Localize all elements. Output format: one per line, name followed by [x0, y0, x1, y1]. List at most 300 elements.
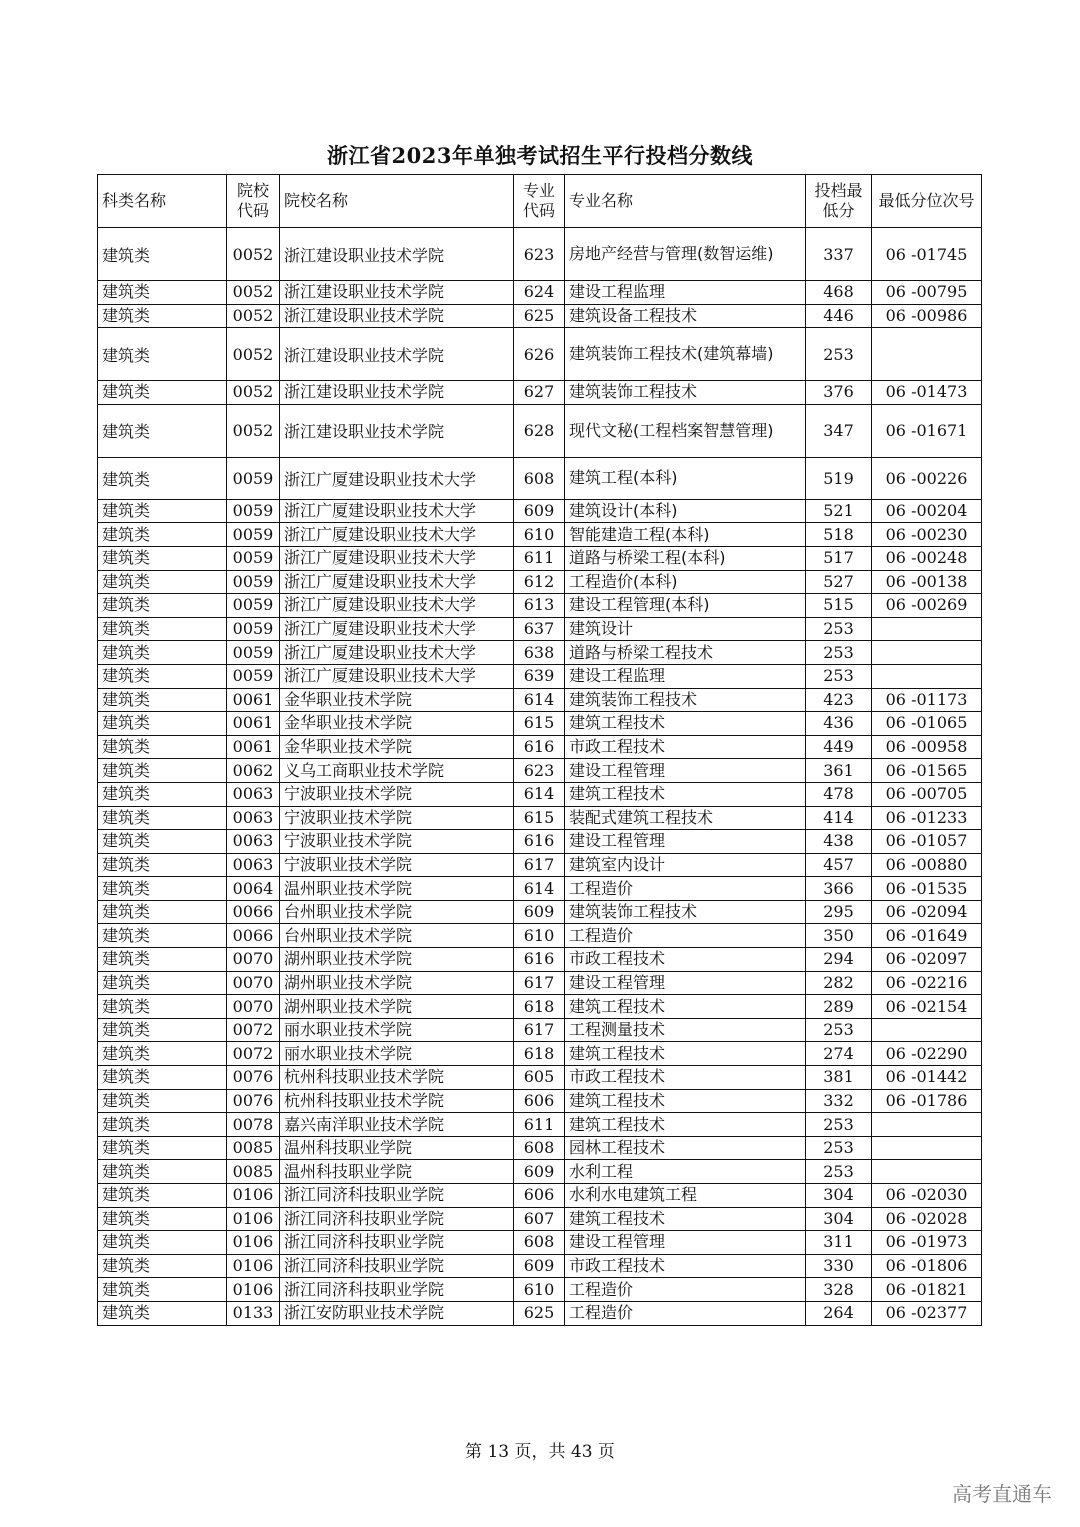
cell-rank: 06 -01786	[872, 1089, 982, 1113]
cell-rank: 06 -01973	[872, 1231, 982, 1255]
header-min-score: 投档最低分	[806, 175, 872, 228]
header-rank: 最低分位次号	[872, 175, 982, 228]
cell-min-score: 521	[806, 499, 872, 523]
cell-school-name: 温州职业技术学院	[280, 877, 514, 901]
table-row	[98, 281, 982, 305]
cell-category: 建筑类	[98, 1207, 227, 1231]
cell-category: 建筑类	[98, 641, 227, 665]
cell-min-score: 517	[806, 546, 872, 570]
cell-rank: 06 -01649	[872, 924, 982, 948]
cell-major-code: 614	[514, 782, 565, 806]
cell-min-score: 438	[806, 830, 872, 854]
cell-school-name: 台州职业技术学院	[280, 900, 514, 924]
cell-min-score: 304	[806, 1184, 872, 1208]
cell-major-code: 627	[514, 381, 565, 405]
cell-major-code: 610	[514, 924, 565, 948]
cell-min-score: 274	[806, 1042, 872, 1066]
cell-category: 建筑类	[98, 995, 227, 1019]
cell-major-name: 建设工程管理	[565, 971, 806, 995]
cell-major-code: 617	[514, 853, 565, 877]
cell-category: 建筑类	[98, 924, 227, 948]
cell-major-code: 613	[514, 594, 565, 618]
cell-major-code: 626	[514, 328, 565, 381]
cell-category: 建筑类	[98, 1278, 227, 1302]
cell-min-score: 253	[806, 664, 872, 688]
cell-min-score: 515	[806, 594, 872, 618]
cell-major-code: 610	[514, 523, 565, 547]
cell-min-score: 304	[806, 1207, 872, 1231]
cell-school-name: 湖州职业技术学院	[280, 995, 514, 1019]
cell-school-code: 0063	[227, 806, 280, 830]
cell-school-code: 0085	[227, 1160, 280, 1184]
cell-major-code: 614	[514, 877, 565, 901]
cell-rank: 06 -02216	[872, 971, 982, 995]
cell-major-name: 装配式建筑工程技术	[565, 806, 806, 830]
table-row	[98, 853, 982, 877]
cell-category: 建筑类	[98, 688, 227, 712]
cell-rank: 06 -00986	[872, 304, 982, 328]
cell-rank: 06 -01821	[872, 1278, 982, 1302]
cell-school-code: 0085	[227, 1136, 280, 1160]
cell-rank: 06 -00269	[872, 594, 982, 618]
table-row	[98, 523, 982, 547]
cell-rank	[872, 1018, 982, 1042]
cell-min-score: 468	[806, 281, 872, 305]
cell-major-code: 609	[514, 499, 565, 523]
table-row	[98, 877, 982, 901]
cell-school-code: 0106	[227, 1231, 280, 1255]
page-number: 第 13 页，共 43 页	[465, 1442, 615, 1462]
cell-category: 建筑类	[98, 228, 227, 281]
cell-major-code: 623	[514, 759, 565, 783]
cell-major-name: 道路与桥梁工程技术	[565, 641, 806, 665]
cell-school-name: 浙江广厦建设职业技术大学	[280, 523, 514, 547]
cell-school-code: 0072	[227, 1042, 280, 1066]
cell-school-code: 0106	[227, 1278, 280, 1302]
cell-major-name: 建设工程监理	[565, 281, 806, 305]
table-row	[98, 806, 982, 830]
cell-category: 建筑类	[98, 304, 227, 328]
cell-school-code: 0052	[227, 381, 280, 405]
cell-major-code: 608	[514, 457, 565, 499]
cell-major-code: 609	[514, 1254, 565, 1278]
cell-school-code: 0133	[227, 1301, 280, 1325]
table-row	[98, 1042, 982, 1066]
cell-major-name: 智能建造工程(本科)	[565, 523, 806, 547]
cell-major-code: 616	[514, 830, 565, 854]
cell-min-score: 311	[806, 1231, 872, 1255]
cell-school-name: 浙江建设职业技术学院	[280, 381, 514, 405]
table-row	[98, 688, 982, 712]
cell-school-name: 浙江同济科技职业学院	[280, 1231, 514, 1255]
cell-school-name: 丽水职业技术学院	[280, 1042, 514, 1066]
header-category: 科类名称	[98, 175, 227, 228]
cell-category: 建筑类	[98, 971, 227, 995]
cell-school-name: 义乌工商职业技术学院	[280, 759, 514, 783]
cell-school-name: 浙江建设职业技术学院	[280, 304, 514, 328]
cell-min-score: 376	[806, 381, 872, 405]
cell-school-code: 0059	[227, 617, 280, 641]
cell-major-name: 建筑工程技术	[565, 1207, 806, 1231]
cell-category: 建筑类	[98, 759, 227, 783]
cell-school-code: 0059	[227, 570, 280, 594]
table-row	[98, 1278, 982, 1302]
cell-category: 建筑类	[98, 782, 227, 806]
table-row	[98, 900, 982, 924]
cell-rank: 06 -00880	[872, 853, 982, 877]
table-row	[98, 381, 982, 405]
cell-major-name: 房地产经营与管理(数智运维)	[565, 228, 806, 281]
cell-major-code: 618	[514, 995, 565, 1019]
table-row	[98, 712, 982, 736]
table-row	[98, 641, 982, 665]
cell-major-name: 建筑设计(本科)	[565, 499, 806, 523]
table-row	[98, 1231, 982, 1255]
cell-school-code: 0072	[227, 1018, 280, 1042]
cell-min-score: 350	[806, 924, 872, 948]
table-row	[98, 404, 982, 457]
cell-category: 建筑类	[98, 1301, 227, 1325]
cell-major-name: 工程造价	[565, 1278, 806, 1302]
table-header-row	[98, 175, 982, 228]
cell-major-code: 605	[514, 1066, 565, 1090]
cell-school-code: 0106	[227, 1184, 280, 1208]
cell-school-name: 湖州职业技术学院	[280, 971, 514, 995]
cell-major-name: 市政工程技术	[565, 948, 806, 972]
cell-school-code: 0059	[227, 641, 280, 665]
cell-school-code: 0076	[227, 1066, 280, 1090]
table-row	[98, 1066, 982, 1090]
cell-category: 建筑类	[98, 1184, 227, 1208]
cell-rank: 06 -01065	[872, 712, 982, 736]
cell-major-name: 建筑工程技术	[565, 995, 806, 1019]
table-row	[98, 664, 982, 688]
table-row	[98, 304, 982, 328]
cell-min-score: 264	[806, 1301, 872, 1325]
table-body	[98, 228, 982, 1326]
cell-rank: 06 -00138	[872, 570, 982, 594]
cell-major-name: 建筑装饰工程技术	[565, 688, 806, 712]
cell-school-code: 0106	[227, 1207, 280, 1231]
cell-rank: 06 -00204	[872, 499, 982, 523]
cell-school-code: 0063	[227, 782, 280, 806]
cell-school-name: 金华职业技术学院	[280, 688, 514, 712]
cell-min-score: 414	[806, 806, 872, 830]
cell-min-score: 361	[806, 759, 872, 783]
cell-min-score: 381	[806, 1066, 872, 1090]
table-row	[98, 228, 982, 281]
score-table	[97, 174, 982, 1326]
cell-major-name: 建设工程管理	[565, 1231, 806, 1255]
cell-category: 建筑类	[98, 594, 227, 618]
cell-school-code: 0061	[227, 712, 280, 736]
cell-school-name: 宁波职业技术学院	[280, 806, 514, 830]
cell-rank: 06 -02094	[872, 900, 982, 924]
cell-rank: 06 -01442	[872, 1066, 982, 1090]
cell-category: 建筑类	[98, 570, 227, 594]
table-row	[98, 948, 982, 972]
cell-major-code: 623	[514, 228, 565, 281]
cell-major-code: 608	[514, 1231, 565, 1255]
table-row	[98, 328, 982, 381]
cell-school-name: 金华职业技术学院	[280, 712, 514, 736]
cell-school-name: 浙江同济科技职业学院	[280, 1184, 514, 1208]
cell-school-code: 0070	[227, 995, 280, 1019]
cell-min-score: 478	[806, 782, 872, 806]
cell-min-score: 328	[806, 1278, 872, 1302]
table-row	[98, 1160, 982, 1184]
cell-major-name: 建筑设计	[565, 617, 806, 641]
cell-major-code: 611	[514, 1113, 565, 1137]
cell-major-code: 625	[514, 304, 565, 328]
document-title: 浙江省2023年单独考试招生平行投档分数线	[327, 143, 753, 168]
cell-min-score: 289	[806, 995, 872, 1019]
cell-major-name: 建筑室内设计	[565, 853, 806, 877]
cell-major-code: 615	[514, 712, 565, 736]
cell-category: 建筑类	[98, 877, 227, 901]
cell-min-score: 253	[806, 641, 872, 665]
cell-rank: 06 -01806	[872, 1254, 982, 1278]
cell-min-score: 423	[806, 688, 872, 712]
cell-school-code: 0062	[227, 759, 280, 783]
cell-rank: 06 -02154	[872, 995, 982, 1019]
cell-category: 建筑类	[98, 457, 227, 499]
cell-rank	[872, 641, 982, 665]
cell-min-score: 253	[806, 1018, 872, 1042]
cell-major-name: 市政工程技术	[565, 735, 806, 759]
cell-min-score: 449	[806, 735, 872, 759]
cell-min-score: 347	[806, 404, 872, 457]
cell-major-code: 607	[514, 1207, 565, 1231]
cell-major-name: 工程造价	[565, 924, 806, 948]
cell-major-name: 园林工程技术	[565, 1136, 806, 1160]
cell-school-name: 浙江同济科技职业学院	[280, 1278, 514, 1302]
cell-major-code: 639	[514, 664, 565, 688]
header-school-code: 院校代码	[227, 175, 280, 228]
cell-rank: 06 -01057	[872, 830, 982, 854]
cell-rank: 06 -02028	[872, 1207, 982, 1231]
cell-min-score: 253	[806, 328, 872, 381]
cell-school-code: 0061	[227, 688, 280, 712]
table-row	[98, 971, 982, 995]
cell-school-name: 丽水职业技术学院	[280, 1018, 514, 1042]
cell-min-score: 337	[806, 228, 872, 281]
cell-school-name: 浙江安防职业技术学院	[280, 1301, 514, 1325]
cell-major-name: 建设工程管理	[565, 759, 806, 783]
cell-major-name: 市政工程技术	[565, 1066, 806, 1090]
cell-rank	[872, 1136, 982, 1160]
cell-min-score: 253	[806, 1113, 872, 1137]
cell-major-code: 616	[514, 948, 565, 972]
cell-major-name: 建筑装饰工程技术	[565, 900, 806, 924]
cell-major-name: 建筑工程(本科)	[565, 457, 806, 499]
cell-min-score: 253	[806, 1136, 872, 1160]
cell-min-score: 446	[806, 304, 872, 328]
cell-category: 建筑类	[98, 328, 227, 381]
cell-school-name: 嘉兴南洋职业技术学院	[280, 1113, 514, 1137]
cell-category: 建筑类	[98, 900, 227, 924]
cell-school-code: 0070	[227, 948, 280, 972]
cell-category: 建筑类	[98, 1066, 227, 1090]
table-row	[98, 924, 982, 948]
cell-min-score: 253	[806, 1160, 872, 1184]
cell-category: 建筑类	[98, 664, 227, 688]
cell-min-score: 366	[806, 877, 872, 901]
cell-rank: 06 -01473	[872, 381, 982, 405]
cell-major-name: 工程造价(本科)	[565, 570, 806, 594]
cell-major-name: 建筑工程技术	[565, 1089, 806, 1113]
cell-school-code: 0052	[227, 228, 280, 281]
cell-major-code: 608	[514, 1136, 565, 1160]
cell-rank	[872, 328, 982, 381]
cell-school-name: 温州科技职业学院	[280, 1160, 514, 1184]
cell-min-score: 436	[806, 712, 872, 736]
cell-category: 建筑类	[98, 1042, 227, 1066]
table-row	[98, 570, 982, 594]
table-row	[98, 1207, 982, 1231]
cell-school-code: 0078	[227, 1113, 280, 1137]
cell-major-code: 615	[514, 806, 565, 830]
table-row	[98, 617, 982, 641]
cell-school-name: 浙江建设职业技术学院	[280, 404, 514, 457]
cell-school-code: 0063	[227, 830, 280, 854]
cell-school-name: 杭州科技职业技术学院	[280, 1089, 514, 1113]
cell-school-name: 宁波职业技术学院	[280, 830, 514, 854]
cell-major-code: 609	[514, 1160, 565, 1184]
cell-major-name: 道路与桥梁工程(本科)	[565, 546, 806, 570]
cell-rank: 06 -02377	[872, 1301, 982, 1325]
cell-school-code: 0052	[227, 328, 280, 381]
cell-min-score: 295	[806, 900, 872, 924]
cell-major-name: 建筑工程技术	[565, 712, 806, 736]
cell-category: 建筑类	[98, 1231, 227, 1255]
cell-rank	[872, 1160, 982, 1184]
cell-school-name: 浙江广厦建设职业技术大学	[280, 594, 514, 618]
cell-major-name: 建筑设备工程技术	[565, 304, 806, 328]
cell-school-name: 宁波职业技术学院	[280, 782, 514, 806]
cell-category: 建筑类	[98, 853, 227, 877]
cell-rank: 06 -02030	[872, 1184, 982, 1208]
cell-category: 建筑类	[98, 1113, 227, 1137]
cell-rank: 06 -00958	[872, 735, 982, 759]
watermark: 高考直通车	[952, 1482, 1052, 1506]
cell-school-code: 0070	[227, 971, 280, 995]
cell-rank	[872, 1113, 982, 1137]
table-row	[98, 1089, 982, 1113]
cell-school-code: 0059	[227, 546, 280, 570]
cell-school-name: 浙江广厦建设职业技术大学	[280, 641, 514, 665]
cell-school-code: 0059	[227, 457, 280, 499]
cell-school-name: 宁波职业技术学院	[280, 853, 514, 877]
cell-school-name: 浙江广厦建设职业技术大学	[280, 617, 514, 641]
cell-category: 建筑类	[98, 1089, 227, 1113]
cell-school-name: 杭州科技职业技术学院	[280, 1066, 514, 1090]
header-major-name: 专业名称	[565, 175, 806, 228]
cell-category: 建筑类	[98, 546, 227, 570]
cell-school-name: 浙江建设职业技术学院	[280, 228, 514, 281]
cell-school-name: 金华职业技术学院	[280, 735, 514, 759]
cell-school-name: 浙江广厦建设职业技术大学	[280, 664, 514, 688]
cell-major-name: 建筑工程技术	[565, 1042, 806, 1066]
cell-school-name: 浙江同济科技职业学院	[280, 1254, 514, 1278]
cell-school-code: 0052	[227, 281, 280, 305]
table-row	[98, 457, 982, 499]
cell-category: 建筑类	[98, 523, 227, 547]
cell-major-name: 工程造价	[565, 877, 806, 901]
table-row	[98, 1136, 982, 1160]
cell-school-code: 0066	[227, 924, 280, 948]
cell-rank: 06 -01565	[872, 759, 982, 783]
cell-school-name: 湖州职业技术学院	[280, 948, 514, 972]
cell-major-name: 工程测量技术	[565, 1018, 806, 1042]
table-row	[98, 1301, 982, 1325]
cell-school-code: 0059	[227, 499, 280, 523]
cell-major-name: 水利工程	[565, 1160, 806, 1184]
cell-major-name: 建筑工程技术	[565, 1113, 806, 1137]
table-row	[98, 1113, 982, 1137]
cell-min-score: 457	[806, 853, 872, 877]
cell-category: 建筑类	[98, 281, 227, 305]
table-row	[98, 546, 982, 570]
cell-school-name: 浙江建设职业技术学院	[280, 328, 514, 381]
table-row	[98, 1254, 982, 1278]
cell-major-name: 建设工程管理	[565, 830, 806, 854]
cell-major-code: 618	[514, 1042, 565, 1066]
cell-school-name: 浙江广厦建设职业技术大学	[280, 499, 514, 523]
cell-major-code: 606	[514, 1089, 565, 1113]
cell-category: 建筑类	[98, 830, 227, 854]
cell-school-code: 0076	[227, 1089, 280, 1113]
cell-major-name: 市政工程技术	[565, 1254, 806, 1278]
cell-school-name: 浙江广厦建设职业技术大学	[280, 546, 514, 570]
cell-major-code: 624	[514, 281, 565, 305]
cell-category: 建筑类	[98, 381, 227, 405]
cell-school-code: 0061	[227, 735, 280, 759]
cell-min-score: 330	[806, 1254, 872, 1278]
cell-school-name: 浙江广厦建设职业技术大学	[280, 570, 514, 594]
cell-rank: 06 -01173	[872, 688, 982, 712]
table-row	[98, 782, 982, 806]
cell-category: 建筑类	[98, 1160, 227, 1184]
cell-category: 建筑类	[98, 1136, 227, 1160]
cell-rank: 06 -00705	[872, 782, 982, 806]
cell-major-name: 建筑装饰工程技术(建筑幕墙)	[565, 328, 806, 381]
cell-min-score: 253	[806, 617, 872, 641]
cell-major-code: 628	[514, 404, 565, 457]
cell-school-name: 浙江同济科技职业学院	[280, 1207, 514, 1231]
cell-category: 建筑类	[98, 1254, 227, 1278]
cell-min-score: 332	[806, 1089, 872, 1113]
cell-major-code: 614	[514, 688, 565, 712]
cell-category: 建筑类	[98, 617, 227, 641]
cell-school-code: 0059	[227, 664, 280, 688]
cell-category: 建筑类	[98, 499, 227, 523]
cell-rank: 06 -01745	[872, 228, 982, 281]
cell-major-name: 现代文秘(工程档案智慧管理)	[565, 404, 806, 457]
cell-category: 建筑类	[98, 806, 227, 830]
cell-rank: 06 -02097	[872, 948, 982, 972]
table-row	[98, 499, 982, 523]
table-row	[98, 995, 982, 1019]
cell-category: 建筑类	[98, 712, 227, 736]
cell-school-code: 0052	[227, 404, 280, 457]
cell-major-code: 617	[514, 971, 565, 995]
cell-school-code: 0059	[227, 594, 280, 618]
table-row	[98, 759, 982, 783]
cell-school-code: 0066	[227, 900, 280, 924]
cell-rank	[872, 617, 982, 641]
cell-rank	[872, 664, 982, 688]
